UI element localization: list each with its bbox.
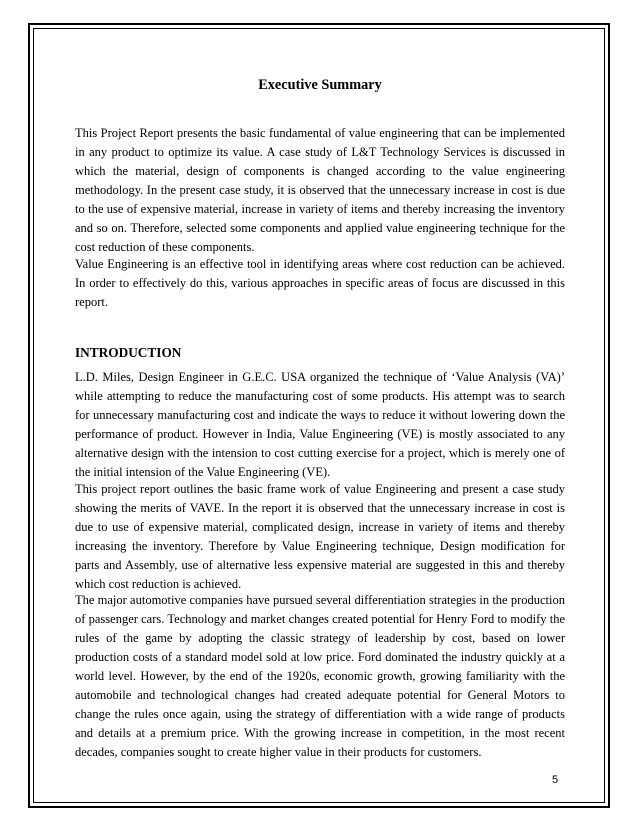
introduction-paragraph-1: L.D. Miles, Design Engineer in G.E.C. USA organized the technique of ‘Value Analysis (VA)’ while attempting to reduce the manufacturing cost of some products. His attempt was to search for unnecessary manufacturing cost and indicate the ways to reduce it without lowering down the performance of product. However in India, Value Engineering (VE) is mostly associated to any alternative design with the intension to cost cutting exercise for a project, which is merely one of the initial intension of the Value Engineering (VE).: [75, 370, 565, 479]
document-title: Executive Summary: [258, 77, 382, 93]
introduction-heading: INTRODUCTION: [75, 345, 182, 360]
executive-summary-paragraph-2: Value Engineering is an effective tool in identifying areas where cost reduction can be achieved. In order to effectively do this, various approaches in specific areas of focus are discussed in this report.: [75, 257, 565, 309]
executive-summary-paragraph-1: This Project Report presents the basic fundamental of value engineering that can be implemented in any product to optimize its value. A case study of L&T Technology Services is discussed in which the material, design of components is changed according to the value engineering methodology. In the present case study, it is observed that the unnecessary increase in cost is due to the use of expensive material, increase in variety of items and thereby increasing the inventory and so on. Therefore, selected some components and applied value engineering technique for the cost reduction of these components.: [75, 126, 565, 254]
page-number: 5: [552, 774, 559, 786]
introduction-paragraph-3: The major automotive companies have pursued several differentiation strategies in the production of passenger cars. Technology and market changes created potential for Henry Ford to modify the rules of the game by adopting the classic strategy of leadership by cost, based on lower production costs of a standard model sold at low price. Ford dominated the industry quickly at a world level. However, by the end of the 1920s, economic growth, growing familiarity with the automobile and technological changes had created adequate potential for General Motors to change the rules once again, using the strategy of differentiation with a wide range of products and details at a premium price. With the growing increase in competition, in the most recent decades, companies sought to create higher value in their products for customers.: [75, 593, 565, 759]
introduction-paragraph-2: This project report outlines the basic frame work of value Engineering and present a case study showing the merits of VAVE. In the report it is observed that the unnecessary increase in cost is due to use of expensive material, complicated design, increase in variety of items and thereby increasing the inventory. Therefore by Value Engineering technique, Design modification for parts and Assembly, use of alternative less expensive material are suggested in this and thereby which cost reduction is achieved.: [75, 482, 565, 591]
